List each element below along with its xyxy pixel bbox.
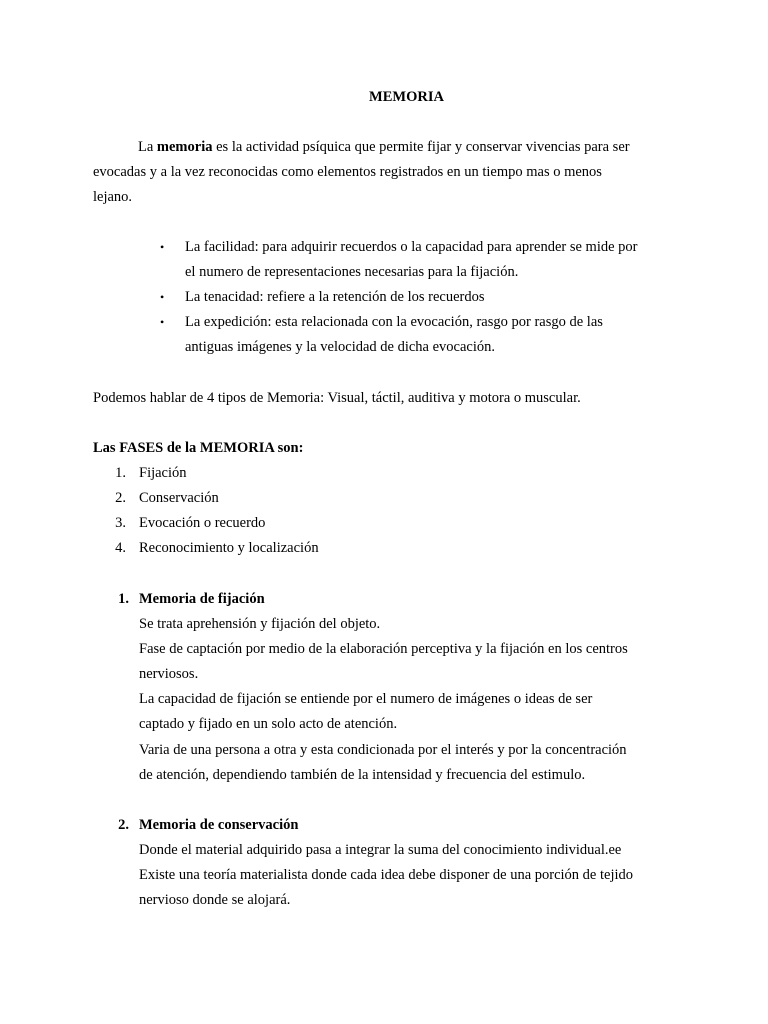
phase-item-4: Reconocimiento y localización	[139, 540, 319, 556]
section-1-line-2: Fase de captación por medio de la elaboración perceptiva y la fijación en los centros	[139, 641, 628, 657]
bullet-marker: •	[160, 290, 165, 304]
section-number: 1.	[118, 591, 129, 607]
section-2-line-3: nervioso donde se alojará.	[139, 892, 291, 908]
intro-line-1	[138, 138, 630, 156]
section-2-heading: Memoria de conservación	[139, 817, 299, 833]
section-1-line-3: nerviosos.	[139, 666, 199, 682]
types-line: Podemos hablar de 4 tipos de Memoria: Visual, táctil, auditiva y motora o muscular.	[93, 390, 581, 406]
intro-line-3: lejano.	[93, 189, 133, 205]
bullet-marker: •	[160, 240, 165, 254]
section-1-line-4: La capacidad de fijación se entiende por el numero de imágenes o ideas de ser	[139, 691, 593, 707]
phase-number: 2.	[115, 490, 126, 506]
phases-heading: Las FASES de la MEMORIA son:	[93, 440, 304, 456]
phase-number: 1.	[115, 465, 126, 481]
intro-line-1-rest: es la actividad psíquica que permite fijar y conservar vivencias para ser	[212, 139, 630, 155]
intro-term: memoria	[156, 139, 213, 155]
section-number: 2.	[118, 817, 129, 833]
bullet-item-3-line-2: antiguas imágenes y la velocidad de dicha evocación.	[185, 339, 496, 355]
section-1-heading: Memoria de fijación	[139, 591, 265, 607]
intro-line-2: evocadas y a la vez reconocidas como elementos registrados en un tiempo mas o menos	[93, 164, 602, 180]
section-1-line-5: captado y fijado en un solo acto de atención.	[139, 716, 398, 732]
intro-lead: La	[138, 139, 157, 155]
phase-number: 4.	[115, 540, 126, 556]
bullet-item-3-line-1: La expedición: esta relacionada con la evocación, rasgo por rasgo de las	[185, 314, 603, 330]
phase-item-2: Conservación	[139, 490, 219, 506]
bullet-item-1-line-1: La facilidad: para adquirir recuerdos o la capacidad para aprender se mide por	[185, 239, 638, 255]
section-1-line-6: Varia de una persona a otra y esta condicionada por el interés y por la concentración	[139, 742, 627, 758]
document-title: MEMORIA	[369, 89, 444, 105]
phase-item-1: Fijación	[139, 465, 187, 481]
phase-number: 3.	[115, 515, 126, 531]
section-2-line-1: Donde el material adquirido pasa a integrar la suma del conocimiento individual.ee	[139, 842, 622, 858]
section-2-line-2: Existe una teoría materialista donde cada idea debe disponer de una porción de tejido	[139, 867, 634, 883]
bullet-marker: •	[160, 315, 165, 329]
phase-item-3: Evocación o recuerdo	[139, 515, 266, 531]
bullet-item-2-line-1: La tenacidad: refiere a la retención de los recuerdos	[185, 289, 485, 305]
bullet-item-1-line-2: el numero de representaciones necesarias para la fijación.	[185, 264, 519, 280]
section-1-line-7: de atención, dependiendo también de la intensidad y frecuencia del estimulo.	[139, 767, 586, 783]
section-1-line-1: Se trata aprehensión y fijación del objeto.	[139, 616, 381, 632]
